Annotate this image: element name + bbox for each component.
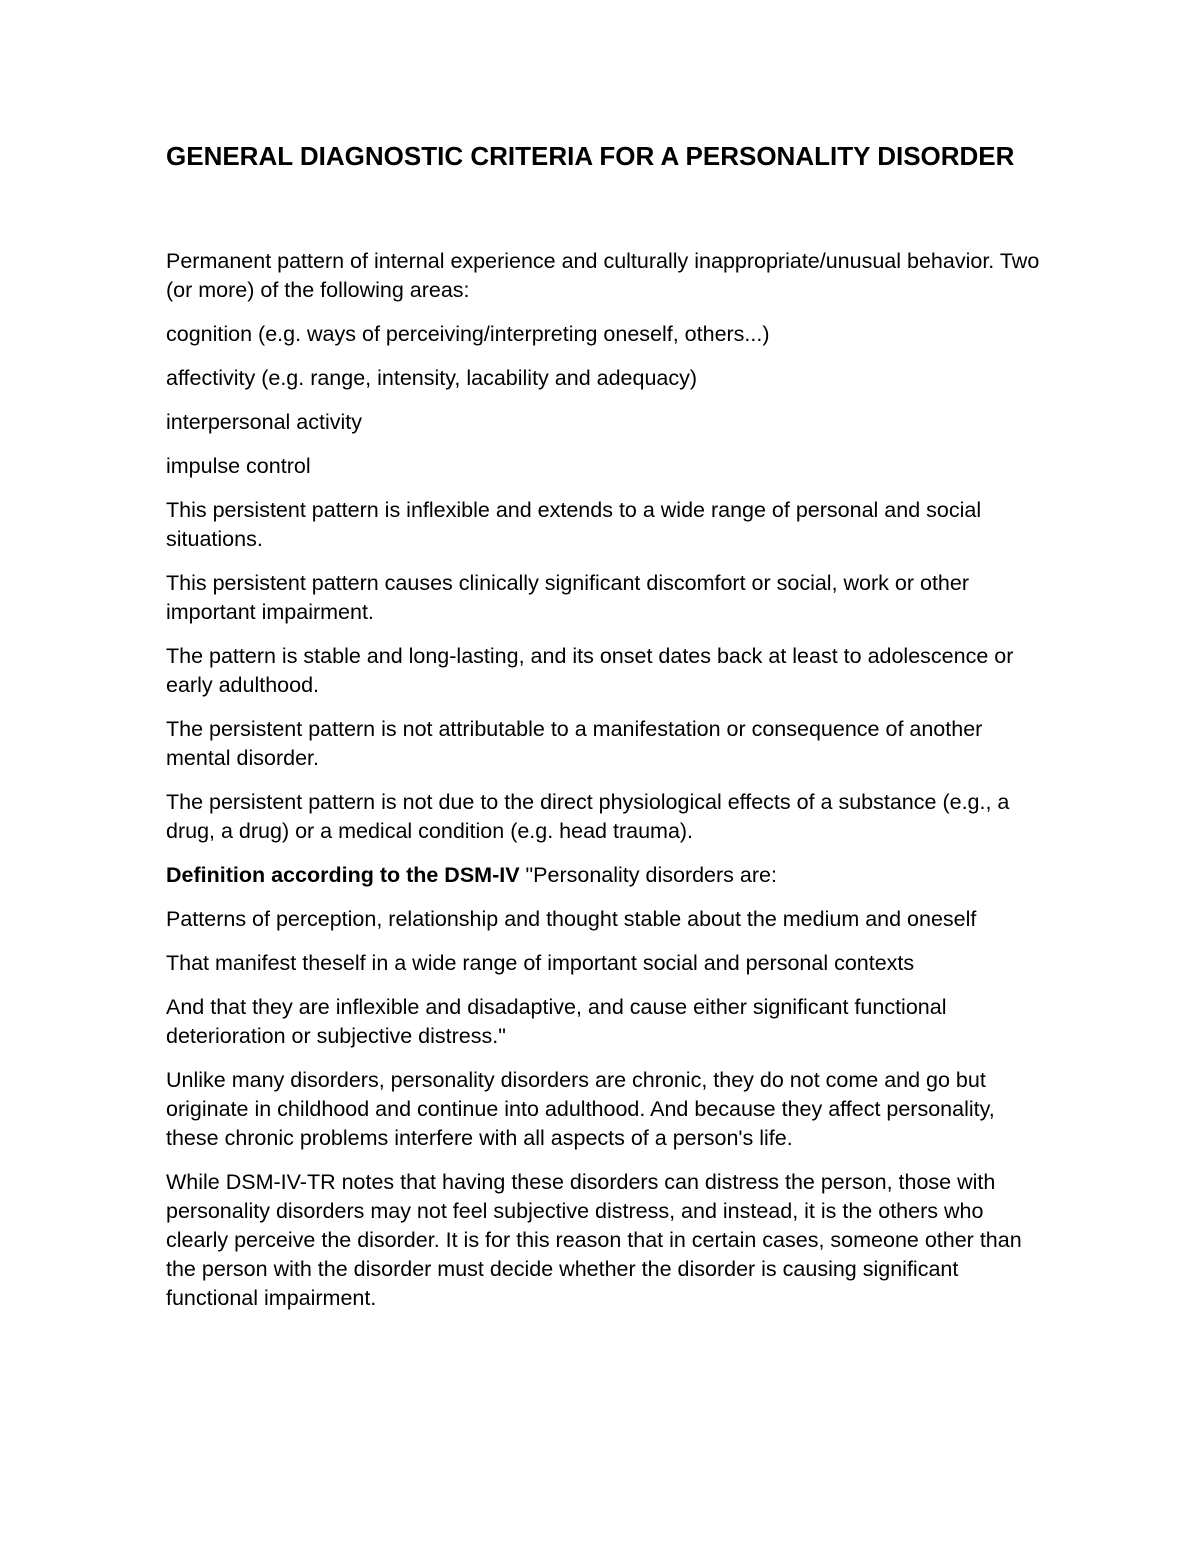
definition-item-patterns: Patterns of perception, relationship and thought stable about the medium and oneself bbox=[166, 907, 977, 931]
criteria-area-cognition: cognition (e.g. ways of perceiving/interpreting oneself, others...) bbox=[166, 322, 770, 346]
definition-text: "Personality disorders are: bbox=[519, 863, 777, 887]
definition-item-inflexible: And that they are inflexible and disadaptive, and cause either significant functional deterioration or subjective distress." bbox=[166, 995, 947, 1048]
document-title: GENERAL DIAGNOSTIC CRITERIA FOR A PERSONALITY DISORDER bbox=[166, 141, 1015, 171]
paragraph-discomfort: This persistent pattern causes clinically significant discomfort or social, work or other important impairment. bbox=[166, 571, 969, 624]
paragraph-chronic: Unlike many disorders, personality disorders are chronic, they do not come and go but originate in childhood and continue into adulthood. And because they affect personality, these chronic problems interfere with all aspects of a person's life. bbox=[166, 1068, 995, 1150]
paragraph-not-substance: The persistent pattern is not due to the direct physiological effects of a substance (e.g., a drug, a drug) or a medical condition (e.g. head trauma). bbox=[166, 790, 1010, 843]
definition-paragraph bbox=[166, 861, 1046, 890]
document-page bbox=[166, 139, 1046, 1328]
paragraph-intro: Permanent pattern of internal experience and culturally inappropriate/unusual behavior. Two (or more) of the following areas: bbox=[166, 249, 1040, 302]
criteria-area-impulse: impulse control bbox=[166, 454, 311, 478]
paragraph-not-attributable: The persistent pattern is not attributable to a manifestation or consequence of another mental disorder. bbox=[166, 717, 983, 770]
paragraph-inflexible: This persistent pattern is inflexible and extends to a wide range of personal and social situations. bbox=[166, 498, 982, 551]
criteria-area-affectivity: affectivity (e.g. range, intensity, lacability and adequacy) bbox=[166, 366, 698, 390]
paragraph-stable: The pattern is stable and long-lasting, and its onset dates back at least to adolescence or early adulthood. bbox=[166, 644, 1014, 697]
paragraph-distress: While DSM-IV-TR notes that having these disorders can distress the person, those with personality disorders may not feel subjective distress, and instead, it is the others who clearly perceive the disorder. It is for this reason that in certain cases, someone other than the person with the disorder must decide whether the disorder is causing significant functional impairment. bbox=[166, 1170, 1022, 1310]
definition-item-contexts: That manifest theself in a wide range of important social and personal contexts bbox=[166, 951, 915, 975]
definition-lead: Definition according to the DSM-IV bbox=[166, 863, 520, 887]
criteria-area-interpersonal: interpersonal activity bbox=[166, 410, 362, 434]
